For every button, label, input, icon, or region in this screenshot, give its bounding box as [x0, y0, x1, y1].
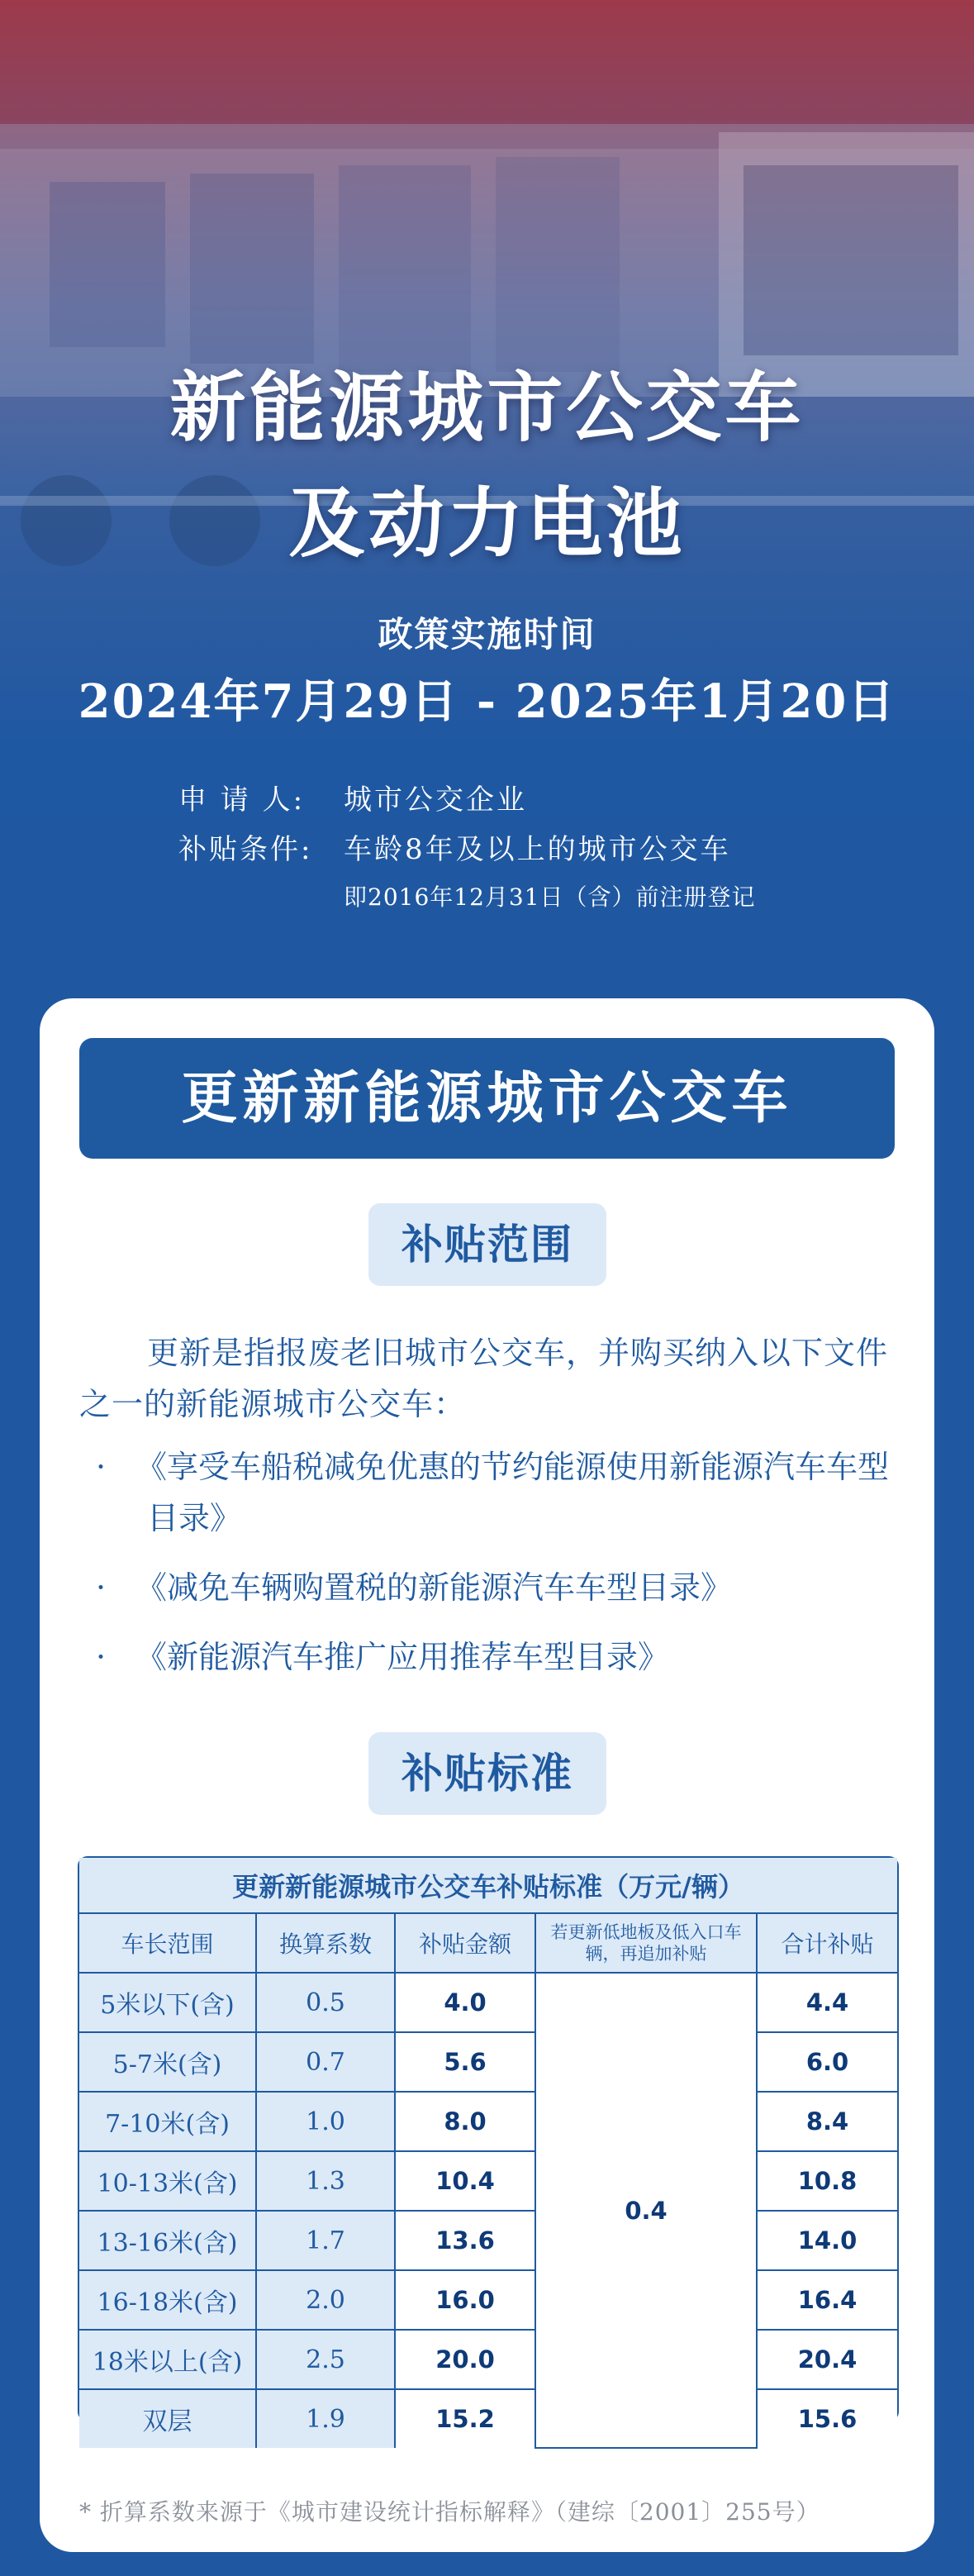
cell-amount: 13.6: [395, 2211, 535, 2270]
cell-extra-subsidy: 0.4: [535, 1973, 757, 2448]
cell-total: 20.4: [757, 2330, 897, 2389]
table-row: [79, 2032, 897, 2092]
period-label: 政策实施时间: [378, 614, 596, 655]
list-item-text: 《享受车船税减免优惠的节约能源使用新能源汽车车型目录》: [135, 1449, 890, 1536]
applicant-row: [178, 777, 527, 817]
cell-total: 16.4: [757, 2270, 897, 2330]
hero-title-line2: 及动力电池: [288, 479, 686, 568]
cell-amount: 15.2: [395, 2389, 535, 2448]
header-amount: 补贴金额: [395, 1913, 535, 1973]
cell-total: 14.0: [757, 2211, 897, 2270]
cell-total: 6.0: [757, 2032, 897, 2092]
footnote: * 折算系数来源于《城市建设统计指标解释》（建综〔2001〕255号）: [79, 2498, 820, 2526]
cell-total: 15.6: [757, 2389, 897, 2448]
cell-total: 4.4: [757, 1973, 897, 2032]
subsidy-table: [78, 1856, 899, 2436]
condition-value: 车龄8年及以上的城市公交车: [344, 833, 731, 866]
table-row: [79, 2211, 897, 2270]
cell-total: 10.8: [757, 2151, 897, 2211]
cell-amount: 20.0: [395, 2330, 535, 2389]
cell-range: 10-13米(含): [79, 2151, 256, 2211]
list-item: [79, 1562, 905, 1613]
hero-title-line1: 新能源城市公交车: [169, 363, 805, 452]
cell-coef: 1.9: [256, 2389, 395, 2448]
cell-coef: 2.5: [256, 2330, 395, 2389]
cell-amount: 4.0: [395, 1973, 535, 2032]
table-row: [79, 2151, 897, 2211]
table-caption: 更新新能源城市公交车补贴标准（万元/辆）: [79, 1858, 897, 1913]
applicant-key: 申 请 人:: [178, 783, 306, 817]
cell-range: 16-18米(含): [79, 2270, 256, 2330]
list-item: [79, 1631, 905, 1683]
period-dates: 2024年7月29日 - 2025年1月20日: [78, 674, 896, 729]
cell-range: 5-7米(含): [79, 2032, 256, 2092]
bullet: ·: [96, 1449, 107, 1485]
cell-coef: 1.3: [256, 2151, 395, 2211]
condition-row: [178, 826, 731, 867]
cell-amount: 16.0: [395, 2270, 535, 2330]
intro-paragraph: 更新是指报废老旧城市公交车，并购买纳入以下文件之一的新能源城市公交车：: [79, 1335, 889, 1422]
section-title-scope: 补贴范围: [368, 1203, 606, 1286]
table-row: [79, 1973, 897, 2032]
condition-note: 即2016年12月31日（含）前注册登记: [344, 883, 756, 911]
condition-key: 补贴条件:: [178, 833, 313, 866]
cell-range: 双层: [79, 2389, 256, 2448]
header-coef: 换算系数: [256, 1913, 395, 1973]
list-item-text: 《新能源汽车推广应用推荐车型目录》: [135, 1639, 670, 1675]
table-row: [79, 2092, 897, 2151]
cell-total: 8.4: [757, 2092, 897, 2151]
list-item-text: 《减免车辆购置税的新能源汽车车型目录》: [135, 1569, 733, 1606]
cell-range: 18米以上(含): [79, 2330, 256, 2389]
applicant-value: 城市公交企业: [344, 783, 527, 817]
cell-range: 7-10米(含): [79, 2092, 256, 2151]
section-title-standard: 补贴标准: [368, 1732, 606, 1815]
header-total: 合计补贴: [757, 1913, 897, 1973]
cell-range: 13-16米(含): [79, 2211, 256, 2270]
cell-amount: 10.4: [395, 2151, 535, 2211]
card-banner: 更新新能源城市公交车: [79, 1038, 895, 1159]
header-range: 车长范围: [79, 1913, 256, 1973]
cell-coef: 1.0: [256, 2092, 395, 2151]
cell-coef: 1.7: [256, 2211, 395, 2270]
bullet: ·: [96, 1639, 107, 1675]
catalog-list: [79, 1441, 905, 1701]
table-row: [79, 2270, 897, 2330]
content-card: [40, 998, 934, 2552]
hero-section: [0, 0, 974, 992]
cell-amount: 5.6: [395, 2032, 535, 2092]
header-extra: 若更新低地板及低入口车辆，再追加补贴: [535, 1913, 757, 1973]
intro-text: [79, 1327, 897, 1430]
table-row: [79, 2330, 897, 2389]
list-item: [79, 1441, 905, 1544]
cell-amount: 8.0: [395, 2092, 535, 2151]
cell-coef: 0.7: [256, 2032, 395, 2092]
cell-coef: 0.5: [256, 1973, 395, 2032]
table-row: [79, 2389, 897, 2448]
bullet: ·: [96, 1569, 107, 1606]
cell-range: 5米以下(含): [79, 1973, 256, 2032]
cell-coef: 2.0: [256, 2270, 395, 2330]
